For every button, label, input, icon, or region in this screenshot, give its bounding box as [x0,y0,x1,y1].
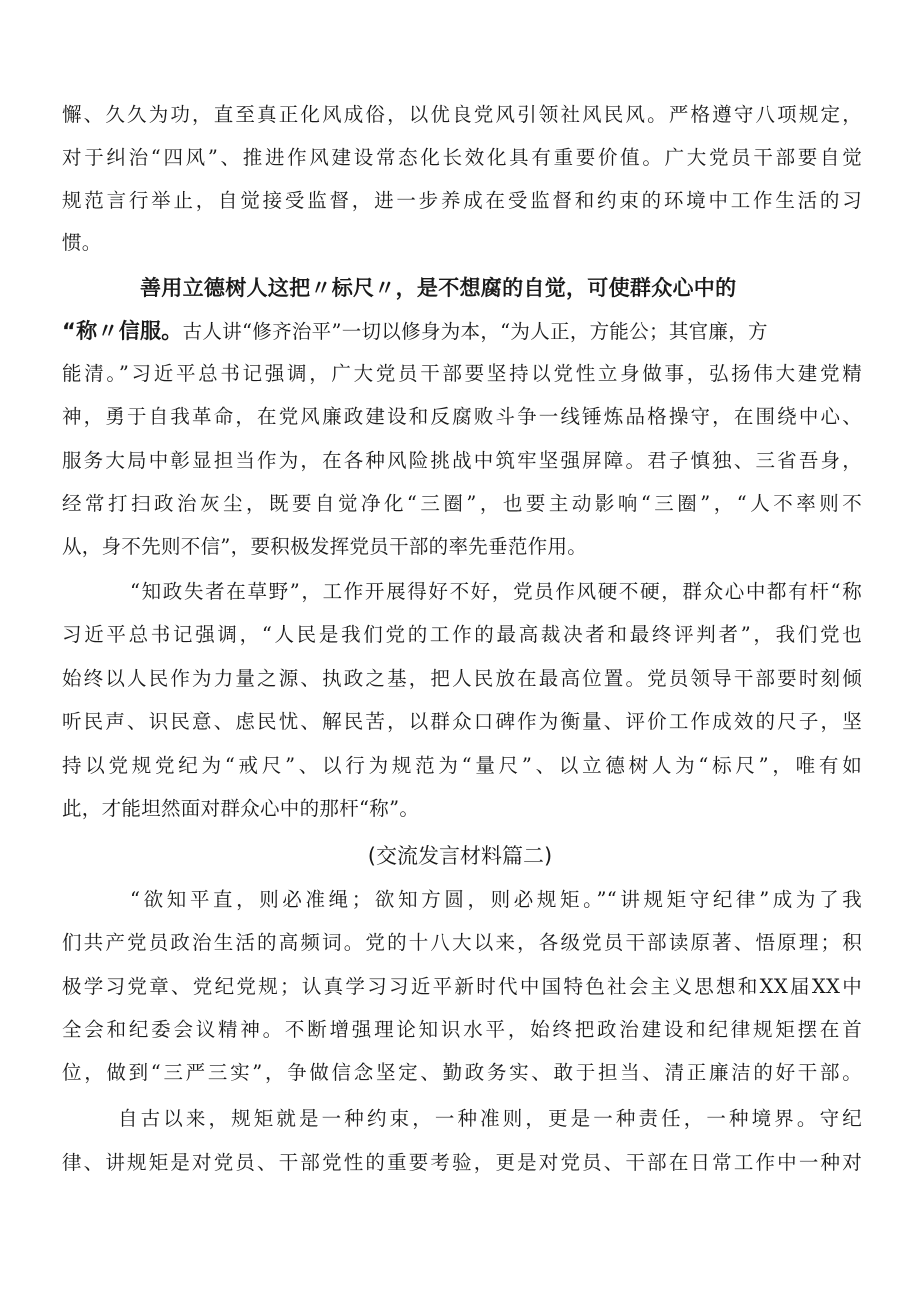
paragraph-line: 惯。 [62,231,102,254]
paragraph-line: 听民声、识民意、虑民忧、解民苦，以群众口碑作为衡量、评价工作成效的尺子，坚 [62,710,862,733]
paragraph-line: 此，才能坦然面对群众心中的那杆“称”。 [62,797,420,820]
paragraph-line: 全会和纪委会议精神。不断增强理论知识水平，始终把政治建设和纪律规矩摆在首 [62,1018,862,1041]
paragraph-line: 位，做到“三严三实”，争做信念坚定、勤政务实、敢于担当、清正廉洁的好干部。 [62,1061,862,1084]
paragraph-line: 经常打扫政治灰尘，既要自觉净化“三圈”，也要主动影响“三圈”，“人不率则不 [62,492,862,515]
paragraph-line: 律、讲规矩是对党员、干部党性的重要考验，更是对党员、干部在日常工作中一种对 [62,1151,862,1174]
paragraph-line: “知政失者在草野”，工作开展得好不好，党员作风硬不硬，群众心中都有杆“称 [130,580,862,603]
paragraph-line: 服务大局中彰显担当作为，在各种风险挑战中筑牢坚强屏障。君子慎独、三省吾身， [62,449,862,472]
paragraph-heading: 善用立德树人这把〃标尺〃，是不想腐的自觉，可使群众心中的 [140,276,737,300]
paragraph-line: 们共产党员政治生活的高频词。党的十八大以来，各级党员干部读原著、悟原理；积 [62,931,862,954]
paragraph-line: 神，勇于自我革命，在党风廉政建设和反腐败斗争一线锤炼品格操守，在围绕中心、 [62,405,862,428]
paragraph-text: 古人讲“修齐治平”一切以修身为本，“为人正，方能公；其官廉，方 [182,320,768,343]
paragraph-line: 能清。”习近平总书记强调，广大党员干部要坚持以党性立身做事，弘扬伟大建党精 [62,362,862,385]
paragraph-line: 极学习党章、党纪党规；认真学习习近平新时代中国特色社会主义思想和XX届XX中 [62,975,862,998]
paragraph-line: 懈、久久为功，直至真正化风成俗，以优良党风引领社风民风。严格遵守八项规定， [62,103,862,126]
paragraph-line [62,316,862,347]
paragraph-line: 持以党规党纪为“戒尺”、以行为规范为“量尺”、以立德树人为“标尺”，唯有如 [62,754,862,777]
paragraph-line: 对于纠治“四风”、推进作风建设常态化长效化具有重要价值。广大党员干部要自觉 [62,146,862,169]
paragraph-line: 从，身不先则不信”，要积极发挥党员干部的率先垂范作用。 [62,535,588,558]
paragraph-line: 自古以来，规矩就是一种约束，一种准则，更是一种责任，一种境界。守纪 [118,1107,862,1130]
paragraph-line: 规范言行举止，自觉接受监督，进一步养成在受监督和约束的环境中工作生活的习 [62,189,862,212]
paragraph-line: “欲知平直，则必准绳；欲知方圆，则必规矩。”“讲规矩守纪律”成为了我 [130,888,862,911]
section-title: (交流发言材料篇二) [367,844,553,868]
heading-lead: “称〃信服。 [62,319,183,343]
paragraph-line: 习近平总书记强调，“人民是我们党的工作的最高裁决者和最终评判者”，我们党也 [62,623,862,646]
paragraph-line: 始终以人民作为力量之源、执政之基，把人民放在最高位置。党员领导干部要时刻倾 [62,667,862,690]
